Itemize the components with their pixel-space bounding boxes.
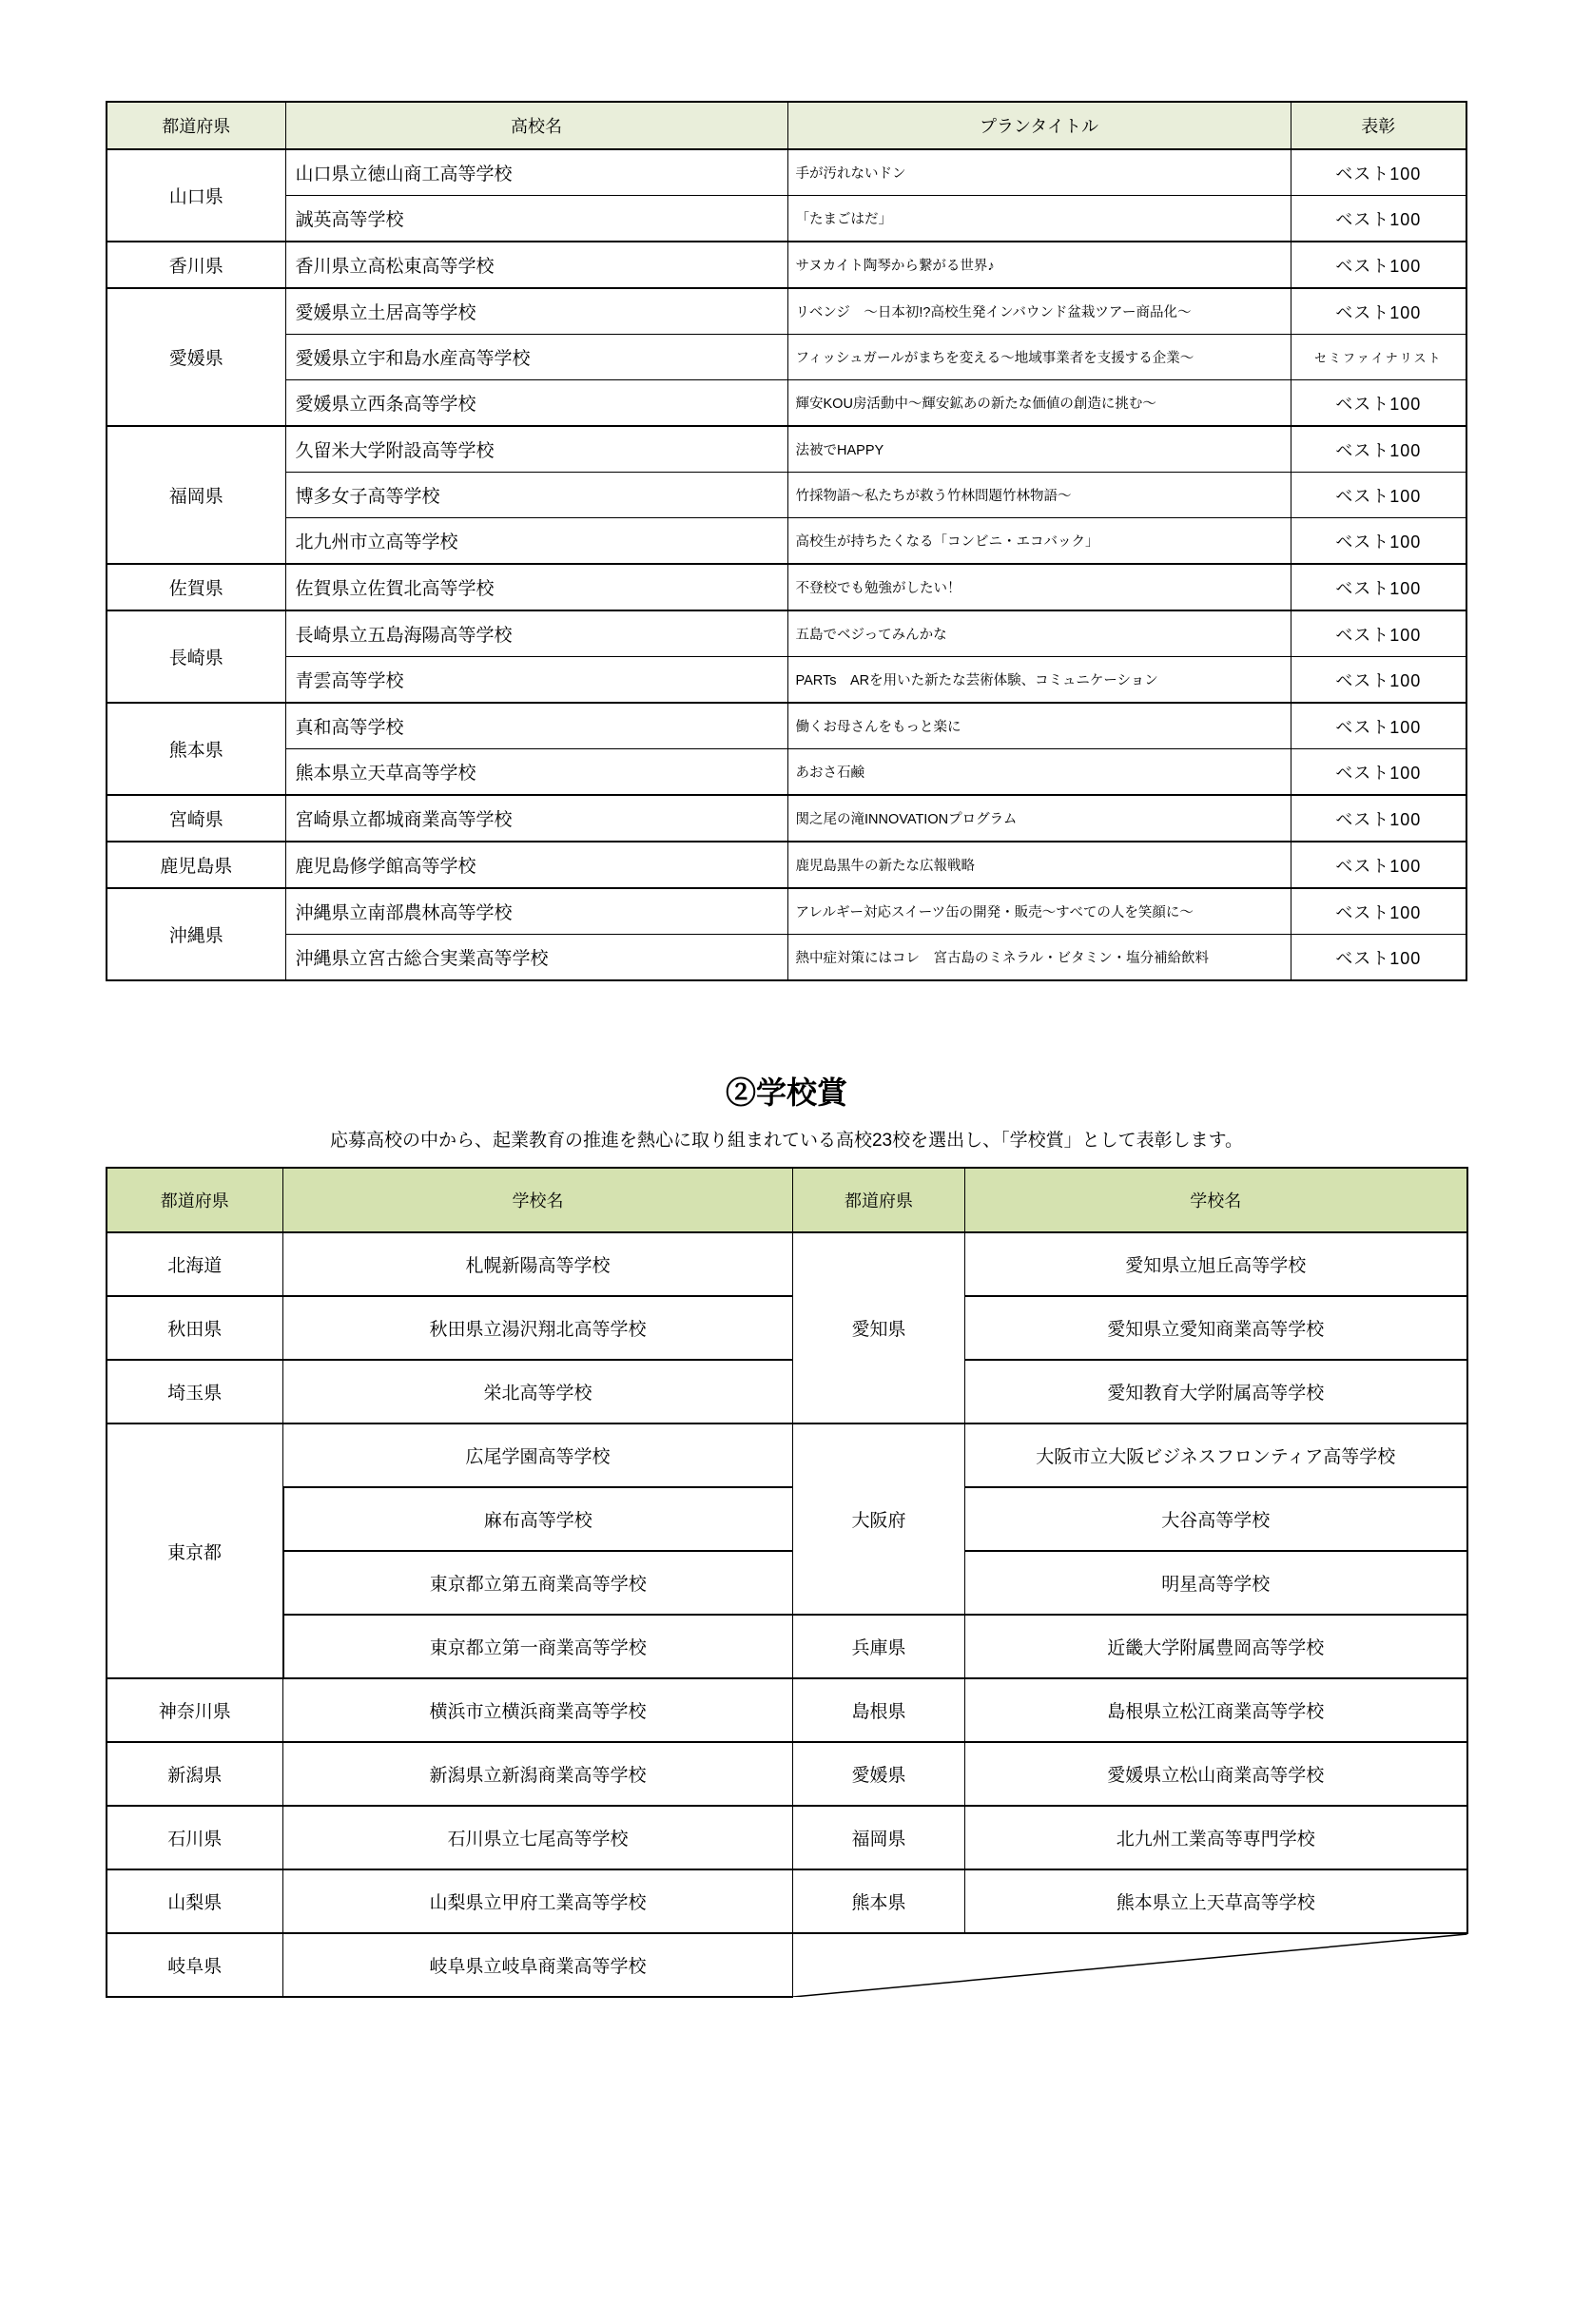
school-cell: 沖縄県立南部農林高等学校: [285, 888, 787, 935]
table-row: [107, 1806, 1467, 1869]
prefecture-cell: 宮崎県: [107, 795, 285, 842]
table-row: [107, 1487, 1467, 1551]
award-cell: ベスト100: [1291, 518, 1466, 565]
school-cell: 愛知教育大学附属高等学校: [965, 1360, 1467, 1423]
award-cell: ベスト100: [1291, 564, 1466, 610]
prefecture-cell: 埼玉県: [107, 1360, 283, 1423]
prefecture-cell: 兵庫県: [793, 1615, 965, 1678]
school-cell: 山口県立徳山商工高等学校: [285, 149, 787, 196]
plan-title-cell: フィッシュガールがまちを変える～地域事業者を支援する企業～: [787, 335, 1291, 380]
plan-title-cell: 不登校でも勉強がしたい！: [787, 564, 1291, 610]
empty-diagonal-cell: [793, 1933, 1467, 1997]
table-row: [107, 610, 1466, 657]
column-header: 表彰: [1291, 102, 1466, 149]
school-cell: 沖縄県立宮古総合実業高等学校: [285, 935, 787, 981]
plan-title-cell: 輝安KOU房活動中～輝安鉱あの新たな価値の創造に挑む～: [787, 380, 1291, 427]
plan-title-cell: サヌカイト陶琴から繋がる世界♪: [787, 242, 1291, 288]
table-row: [107, 1551, 1467, 1615]
award-cell: セミファイナリスト: [1291, 335, 1466, 380]
prefecture-cell: 岐阜県: [107, 1933, 283, 1997]
table-row: [107, 335, 1466, 380]
school-cell: 愛媛県立土居高等学校: [285, 288, 787, 335]
prefecture-cell: 長崎県: [107, 610, 285, 703]
prefecture-cell: 愛媛県: [107, 288, 285, 426]
column-header: 高校名: [285, 102, 787, 149]
school-cell: 岐阜県立岐阜商業高等学校: [283, 1933, 793, 1997]
school-cell: 石川県立七尾高等学校: [283, 1806, 793, 1869]
table-row: [107, 564, 1466, 610]
table-row: [107, 657, 1466, 704]
school-cell: 山梨県立甲府工業高等学校: [283, 1869, 793, 1933]
table-row: [107, 935, 1466, 981]
table-row: [107, 426, 1466, 473]
award-cell: ベスト100: [1291, 196, 1466, 242]
plan-title-cell: 「たまごはだ」: [787, 196, 1291, 242]
prefecture-cell: 沖縄県: [107, 888, 285, 980]
column-header: 都道府県: [793, 1168, 965, 1232]
school-cell: 真和高等学校: [285, 703, 787, 749]
table-row: [107, 1360, 1467, 1423]
column-header: 都道府県: [107, 102, 285, 149]
school-cell: 熊本県立天草高等学校: [285, 749, 787, 796]
award-cell: ベスト100: [1291, 888, 1466, 935]
page: [0, 101, 1573, 2324]
prefecture-cell: 佐賀県: [107, 564, 285, 610]
school-cell: 北九州市立高等学校: [285, 518, 787, 565]
award-cell: ベスト100: [1291, 842, 1466, 888]
table-row: [107, 288, 1466, 335]
award-cell: ベスト100: [1291, 426, 1466, 473]
table-row: [107, 380, 1466, 427]
school-cell: 愛媛県立松山商業高等学校: [965, 1742, 1467, 1806]
table-row: [107, 242, 1466, 288]
school-cell: 愛知県立愛知商業高等学校: [965, 1296, 1467, 1360]
award-cell: ベスト100: [1291, 935, 1466, 981]
table-row: [107, 1678, 1467, 1742]
award-cell: ベスト100: [1291, 657, 1466, 704]
prefecture-cell: 山梨県: [107, 1869, 283, 1933]
school-cell: 大阪市立大阪ビジネスフロンティア高等学校: [965, 1423, 1467, 1487]
column-header: 学校名: [965, 1168, 1467, 1232]
best100-table-header: [107, 102, 1466, 149]
plan-title-cell: 高校生が持ちたくなる「コンビニ・エコバック」: [787, 518, 1291, 565]
school-cell: 愛知県立旭丘高等学校: [965, 1232, 1467, 1296]
prefecture-cell: 愛知県: [793, 1232, 965, 1423]
school-cell: 博多女子高等学校: [285, 473, 787, 518]
school-cell: 佐賀県立佐賀北高等学校: [285, 564, 787, 610]
plan-title-cell: あおさ石鹸: [787, 749, 1291, 796]
plan-title-cell: 五島でベジってみんかな: [787, 610, 1291, 657]
school-cell: 東京都立第五商業高等学校: [283, 1551, 793, 1615]
table-row: [107, 1742, 1467, 1806]
plan-title-cell: 関之尾の滝INNOVATIONプログラム: [787, 795, 1291, 842]
plan-title-cell: アレルギー対応スイーツ缶の開発・販売～すべての人を笑顔に～: [787, 888, 1291, 935]
table-row: [107, 1869, 1467, 1933]
plan-title-cell: 手が汚れないドン: [787, 149, 1291, 196]
school-cell: 青雲高等学校: [285, 657, 787, 704]
school-award-table: [106, 1167, 1468, 1998]
table-row: [107, 1423, 1467, 1487]
section-heading: ②学校賞: [725, 1075, 847, 1110]
school-cell: 長崎県立五島海陽高等学校: [285, 610, 787, 657]
table-row: [107, 1615, 1467, 1678]
school-cell: 宮崎県立都城商業高等学校: [285, 795, 787, 842]
table-row: [107, 149, 1466, 196]
school-cell: 東京都立第一商業高等学校: [283, 1615, 793, 1678]
table-row: [107, 1933, 1467, 1997]
school-cell: 愛媛県立西条高等学校: [285, 380, 787, 427]
school-cell: 栄北高等学校: [283, 1360, 793, 1423]
award-cell: ベスト100: [1291, 149, 1466, 196]
best100-table-body: [107, 149, 1466, 980]
column-header: 学校名: [283, 1168, 793, 1232]
section-description: 応募高校の中から、起業教育の推進を熱心に取り組まれている高校23校を選出し、「学校賞」として表彰します。: [329, 1131, 1244, 1151]
school-cell: 広尾学園高等学校: [283, 1423, 793, 1487]
prefecture-cell: 愛媛県: [793, 1742, 965, 1806]
school-cell: 島根県立松江商業高等学校: [965, 1678, 1467, 1742]
plan-title-cell: PARTs ARを用いた新たな芸術体験、コミュニケーション: [787, 657, 1291, 704]
table-row: [107, 749, 1466, 796]
plan-title-cell: 熱中症対策にはコレ 宮古島のミネラル・ビタミン・塩分補給飲料: [787, 935, 1291, 981]
school-cell: 近畿大学附属豊岡高等学校: [965, 1615, 1467, 1678]
school-cell: 愛媛県立宇和島水産高等学校: [285, 335, 787, 380]
school-cell: 誠英高等学校: [285, 196, 787, 242]
best100-table: [106, 101, 1467, 981]
diagonal-line: [793, 1934, 1467, 1997]
school-cell: 秋田県立湯沢翔北高等学校: [283, 1296, 793, 1360]
school-cell: 久留米大学附設高等学校: [285, 426, 787, 473]
school-cell: 横浜市立横浜商業高等学校: [283, 1678, 793, 1742]
award-cell: ベスト100: [1291, 380, 1466, 427]
award-cell: ベスト100: [1291, 795, 1466, 842]
prefecture-cell: 島根県: [793, 1678, 965, 1742]
award-cell: ベスト100: [1291, 242, 1466, 288]
award-cell: ベスト100: [1291, 288, 1466, 335]
table-row: [107, 196, 1466, 242]
column-header: プランタイトル: [787, 102, 1291, 149]
table-row: [107, 842, 1466, 888]
school-cell: 大谷高等学校: [965, 1487, 1467, 1551]
column-header: 都道府県: [107, 1168, 283, 1232]
table-row: [107, 888, 1466, 935]
school-cell: 札幌新陽高等学校: [283, 1232, 793, 1296]
table-row: [107, 703, 1466, 749]
school-cell: 香川県立高松東高等学校: [285, 242, 787, 288]
table-row: [107, 1232, 1467, 1296]
prefecture-cell: 東京都: [107, 1423, 283, 1678]
plan-title-cell: リベンジ ～日本初!?高校生発インバウンド盆栽ツアー商品化～: [787, 288, 1291, 335]
table-row: [107, 1296, 1467, 1360]
prefecture-cell: 新潟県: [107, 1742, 283, 1806]
plan-title-cell: 竹採物語～私たちが救う竹林問題竹林物語～: [787, 473, 1291, 518]
plan-title-cell: 働くお母さんをもっと楽に: [787, 703, 1291, 749]
school-cell: 鹿児島修学館高等学校: [285, 842, 787, 888]
award-cell: ベスト100: [1291, 749, 1466, 796]
school-cell: 北九州工業高等専門学校: [965, 1806, 1467, 1869]
prefecture-cell: 熊本県: [793, 1869, 965, 1933]
award-cell: ベスト100: [1291, 610, 1466, 657]
table-row: [107, 518, 1466, 565]
prefecture-cell: 福岡県: [107, 426, 285, 564]
prefecture-cell: 神奈川県: [107, 1678, 283, 1742]
prefecture-cell: 熊本県: [107, 703, 285, 795]
school-cell: 麻布高等学校: [283, 1487, 793, 1551]
school-cell: 新潟県立新潟商業高等学校: [283, 1742, 793, 1806]
school-award-table-header: [107, 1168, 1467, 1232]
prefecture-cell: 石川県: [107, 1806, 283, 1869]
prefecture-cell: 山口県: [107, 149, 285, 242]
prefecture-cell: 香川県: [107, 242, 285, 288]
table-row: [107, 795, 1466, 842]
prefecture-cell: 鹿児島県: [107, 842, 285, 888]
prefecture-cell: 福岡県: [793, 1806, 965, 1869]
award-cell: ベスト100: [1291, 473, 1466, 518]
prefecture-cell: 秋田県: [107, 1296, 283, 1360]
prefecture-cell: 大阪府: [793, 1423, 965, 1615]
plan-title-cell: 法被でHAPPY: [787, 426, 1291, 473]
plan-title-cell: 鹿児島黒牛の新たな広報戦略: [787, 842, 1291, 888]
prefecture-cell: 北海道: [107, 1232, 283, 1296]
award-cell: ベスト100: [1291, 703, 1466, 749]
school-cell: 明星高等学校: [965, 1551, 1467, 1615]
table-row: [107, 473, 1466, 518]
school-award-table-body: [107, 1232, 1467, 1997]
school-cell: 熊本県立上天草高等学校: [965, 1869, 1467, 1933]
